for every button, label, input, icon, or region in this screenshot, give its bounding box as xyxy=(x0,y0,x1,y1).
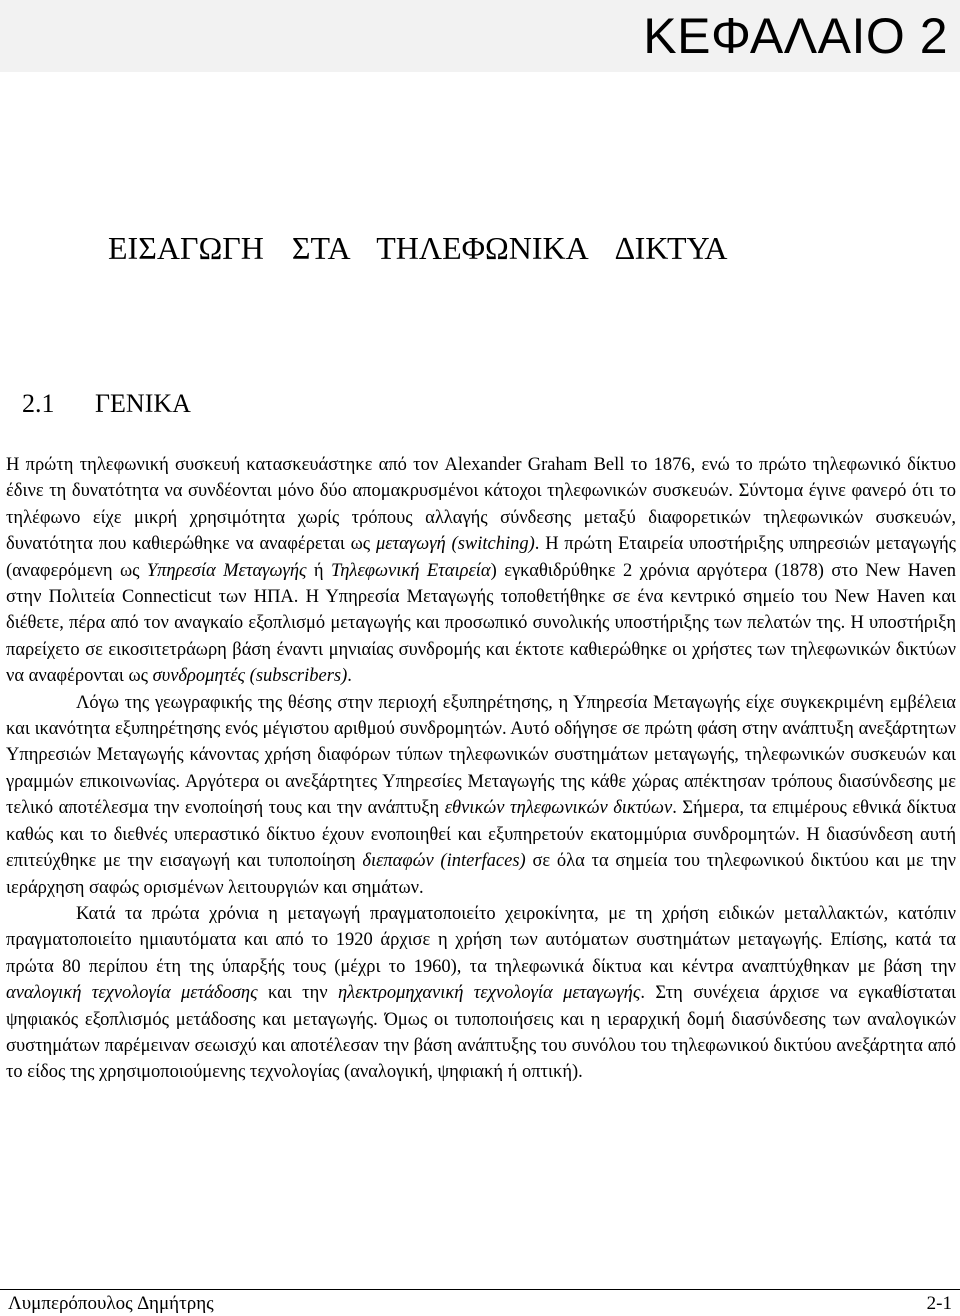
italic-term: συνδρομητές (subscribers) xyxy=(152,666,348,687)
chapter-header xyxy=(0,0,960,72)
italic-term: Τηλεφωνική Εταιρεία xyxy=(330,560,491,581)
italic-term: διεπαφών (interfaces) xyxy=(362,851,526,872)
italic-term: μεταγωγή (switching) xyxy=(375,534,535,555)
paragraph-text: Λόγω της γεωγραφικής της θέσης στην περιοχή εξυπηρέτησης, η Υπηρεσία Μεταγωγής είχε συγκεκριμένη εμβέλεια και ικανότητα εξυπηρέτησης ενός μέγιστου αριθμού συνδρομητών. Αυτό οδήγησε σε πρώτη φάση στην ανάπτυξη ανεξάρτητων Υπηρεσιών Μεταγωγής κάνοντας χρήση διαφόρων τύπων τηλεφωνικών συστημάτων μεταγωγής, τηλεφωνικών συσκευών και γραμμών επικοινωνίας. Αργότερα οι ανεξάρτητες Υπηρεσίες Μεταγωγής της κάθε χώρας απέκτησαν τρόπους διασύνδεσης με τελικό αποτέλεσμα την ενοποίησή τους και την ανάπτυξη xyxy=(6,692,956,819)
paragraph-text: Η πρώτη τηλεφωνική συσκευή κατασκευάστηκε από τον Alexander Graham Bell το 1876, ενώ το πρώτο τηλεφωνικό δίκτυο έδινε τη δυνατότητα να συνδέονται μόνο δύο απομακρυσμένοι κάτοχοι τηλεφωνικών συσκευών. Σύντομα έγινε φανερό ότι το τηλέφωνο είχε μικρή χρησιμότητα χωρίς τρόπους αλλαγής σύνδεσης μεταξύ διαφορετικών τηλεφωνικών συσκευών, δυνατότητα που καθιερώθηκε να αναφέρεται ως xyxy=(6,455,956,555)
paragraph xyxy=(6,901,956,1086)
italic-term: αναλογική τεχνολογία μετάδοσης xyxy=(6,983,258,1004)
italic-term: εθνικών τηλεφωνικών δικτύων xyxy=(444,798,673,819)
page-footer xyxy=(0,1289,960,1316)
section-heading xyxy=(22,384,191,424)
paragraph-text: σε όλα τα σημεία του τηλεφωνικού δικτύου και με την ιεράρχηση σαφώς ορισμένων λειτουργιών και σημάτων. xyxy=(6,851,957,898)
paragraph-text: ) εγκαθιδρύθηκε 2 χρόνια αργότερα (1878) στο New Haven στην Πολιτεία Connecticut των ΗΠΑ. Η Υπηρεσία Μεταγωγής τοποθετήθηκε σε ένα κεντρικό σημείο του New Haven και διέθετε, πέρα από τον αναγκαίο εξοπλισμό μεταγωγής και προσωπικό συνολικής υποστήριξης των πελατών της. Η υποστήριξη παρείχετο σε εικοσιτετράωρη βάση έναντι μηνιαίας συνδρομής και έκτοτε καθιερώθηκε οι χρήστες των τηλεφωνικών δικτύων να αναφέρονται ως xyxy=(6,560,956,687)
footer-author: Λυμπερόπουλος ∆ημήτρης xyxy=(8,1293,214,1314)
italic-term: ηλεκτρομηχανική τεχνολογία μεταγωγής xyxy=(338,983,641,1004)
section-title: ΓΕΝΙΚΑ xyxy=(95,389,191,418)
page-number: 2-1 xyxy=(926,1293,952,1314)
paragraph xyxy=(6,690,956,901)
section-number: 2.1 xyxy=(22,389,55,418)
paragraph-text: Κατά τα πρώτα χρόνια η μεταγωγή πραγματοποιείτο χειροκίνητα, με τη χρήση ειδικών μεταλλακτών, κατόπιν πραγματοποιείτο ημιαυτόματα και από το 1920 άρχισε η χρήση των αυτόματων συστημάτων μεταγωγής. Επίσης, κατά τα πρώτα 80 περίπου έτη της ύπαρξής τους (μέχρι το 1960), τα τηλεφωνικά δίκτυα και κέντρα αναπτύχθηκαν με βάση την xyxy=(6,903,956,977)
paragraph-text: και την xyxy=(257,983,338,1004)
paragraph-text: . Στη συνέχεια άρχισε να εγκαθίσταται ψηφιακός εξοπλισμός μετάδοσης και μεταγωγής. Όμως οι τυποποιήσεις και η ιεραρχική δομή διασύνδεσης των αναλογικών συστημάτων παρέμειναν σεωισχύ και αποτέλεσαν την βάση ανάπτυξης του συνόλου του τηλεφωνικού δικτύου ανεξάρτητα από το είδος της χρησιμοποιούμενης τεχνολογίας (αναλογική, ψηφιακή ή οπτική). xyxy=(6,983,956,1083)
paragraph-text: . Σήμερα, τα επιμέρους εθνικά δίκτυα καθώς και το διεθνές υπεραστικό δίκτυο έχουν ενοποιηθεί και εξυπηρετούν εκατομμύρια συνδρομητών. Η διασύνδεση αυτή επιτεύχθηκε με την εισαγωγή και τυποποίηση xyxy=(6,798,956,872)
paragraph-text: . Η πρώτη Εταιρεία υποστήριξης υπηρεσιών μεταγωγής (αναφερόμενη ως xyxy=(6,534,957,581)
italic-term: Υπηρεσία Μεταγωγής xyxy=(146,560,307,581)
paragraph-text: ή xyxy=(306,560,331,581)
page-title: ΕΙΣΑΓΩΓΗ ΣΤΑ ΤΗΛΕΦΩΝΙΚΑ ∆ΙΚΤΥΑ xyxy=(108,230,728,266)
chapter-title: ΚΕΦΑΛΑΙΟ 2 xyxy=(643,8,948,64)
body-text xyxy=(6,452,956,1086)
paragraph xyxy=(6,452,956,690)
paragraph-text: . xyxy=(347,666,352,687)
